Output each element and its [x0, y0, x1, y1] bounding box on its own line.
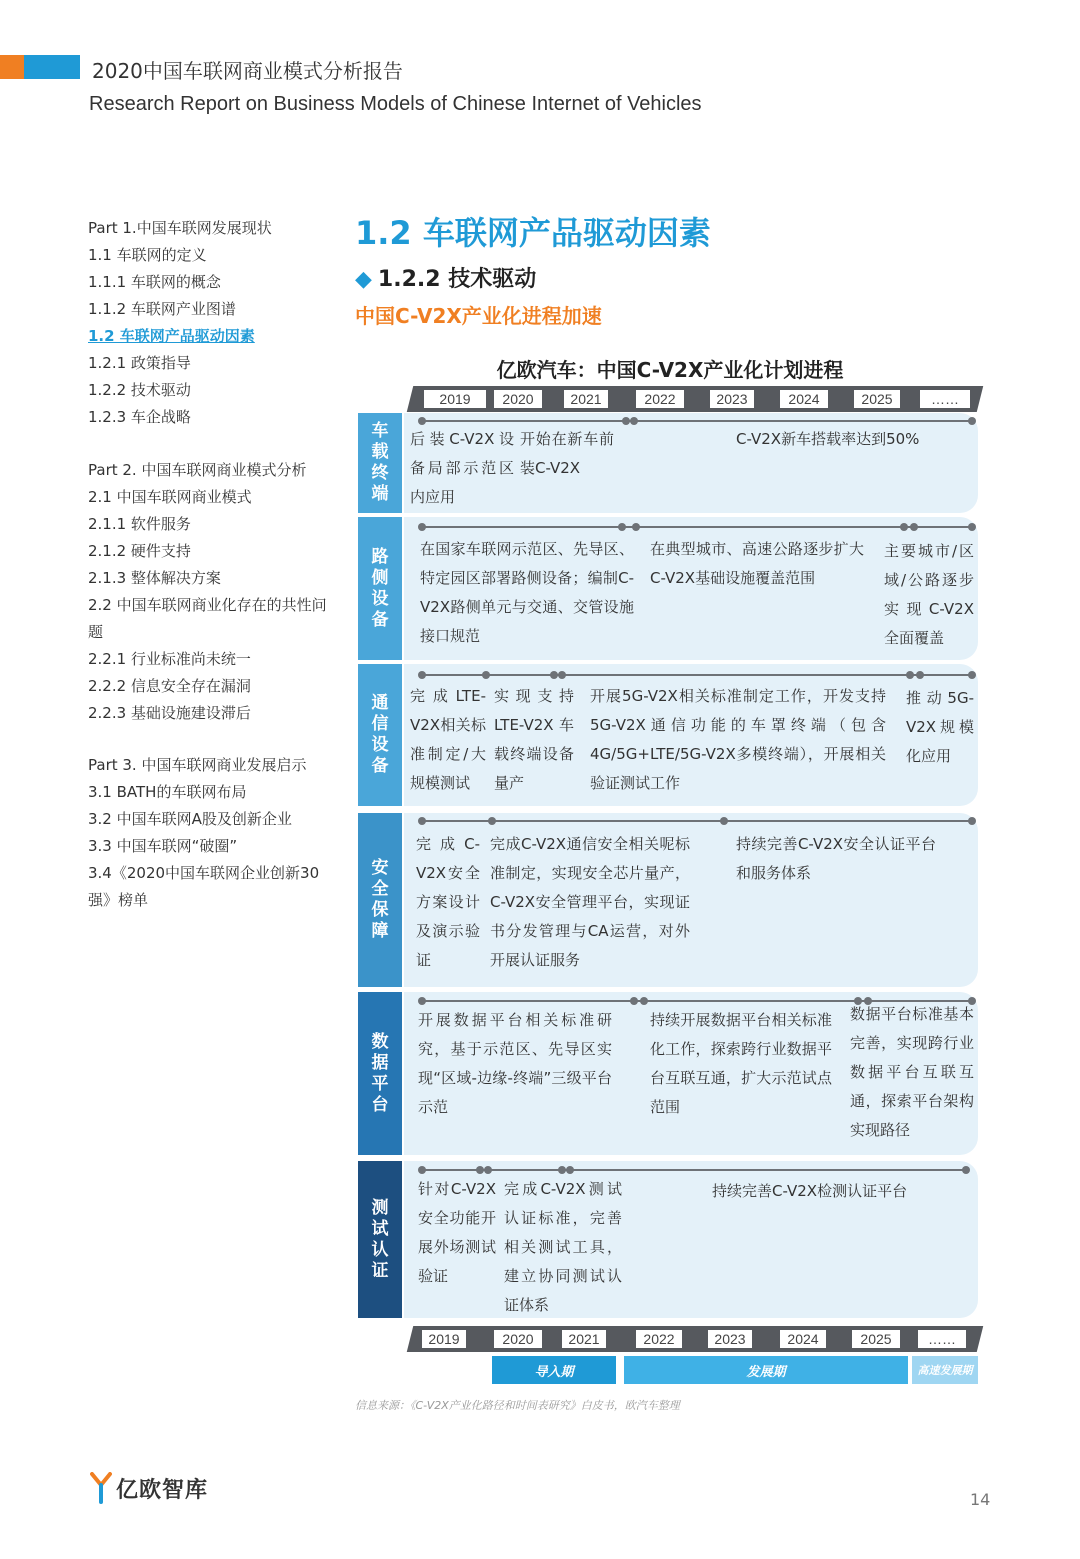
year-label: 2021	[562, 1330, 606, 1348]
year-label: ……	[920, 390, 970, 408]
cell-text: 数据平台标准基本完善，实现跨行业数据平台互联互通，探索平台架构实现路径	[850, 1005, 974, 1139]
year-label: 2024	[780, 390, 828, 408]
timeline-line	[420, 674, 972, 676]
cell-text: 完成C-V2X通信安全相关呢标准制定，实现安全芯片量产，C-V2X安全管理平台，实现证书分发管理与CA运营，对外开展认证服务	[490, 835, 690, 969]
year-label: 2023	[708, 1330, 752, 1348]
timeline-line	[420, 420, 972, 422]
timeline-dot	[632, 523, 640, 531]
timeline-dot	[916, 671, 924, 679]
timeline-dot	[900, 523, 908, 531]
timeline-dot	[484, 1166, 492, 1174]
timeline-dot	[622, 417, 630, 425]
toc-part2	[88, 457, 328, 727]
toc-item[interactable]: Part 2. 中国车联网商业模式分析	[88, 461, 307, 479]
toc-item[interactable]: Part 1.中国车联网发展现状	[88, 219, 272, 237]
row-panel-roadside	[404, 517, 978, 660]
year-label: 2021	[564, 390, 608, 408]
phase-development: 发展期	[624, 1356, 908, 1384]
timeline-dot	[566, 1166, 574, 1174]
highlight-title: 中国C-V2X产业化进程加速	[355, 304, 602, 328]
toc-item[interactable]: 1.1.1 车联网的概念	[88, 273, 221, 291]
toc-item[interactable]: 2.2.3 基础设施建设滞后	[88, 704, 251, 722]
toc-item[interactable]: Part 3. 中国车联网商业发展启示	[88, 756, 307, 774]
cell-text: 开展数据平台相关标准研究，基于示范区、先导区实现“区域-边缘-终端”三级平台示范	[418, 1011, 612, 1116]
timeline-dot	[558, 1166, 566, 1174]
year-bar-bottom	[407, 1326, 983, 1352]
year-label: 2022	[636, 1330, 682, 1348]
row-label-vehicle-terminal: 车载终端	[358, 413, 402, 513]
toc-item[interactable]: 2.1 中国车联网商业模式	[88, 488, 252, 506]
logo-text: 亿欧智库	[116, 1477, 209, 1503]
timeline-dot	[482, 671, 490, 679]
cell-text: 开展5G-V2X相关标准制定工作，开发支持5G-V2X通信功能的车罩终端（包含4G/5G+LTE/5G-V2X多模终端），开展相关验证测试工作	[590, 687, 886, 792]
cell-text: 完成C-V2X测试认证标准，完善相关测试工具，建立协同测试认证体系	[504, 1180, 622, 1314]
cell-text: 完成C-V2X安全方案设计及演示验证	[416, 835, 480, 969]
timeline-dot	[968, 523, 976, 531]
toc-item[interactable]: 3.3 中国车联网“破圈”	[88, 837, 238, 855]
timeline-dot	[968, 817, 976, 825]
timeline-dot	[418, 997, 426, 1005]
cell-text: 推动5G-V2X规模化应用	[906, 689, 974, 765]
timeline-dot	[550, 671, 558, 679]
toc-item[interactable]: 1.2.2 技术驱动	[88, 381, 191, 399]
timeline-dot	[558, 671, 566, 679]
timeline-dot	[640, 997, 648, 1005]
cell-text: 在国家车联网示范区、先导区、特定园区部署路侧设备；编制C-V2X路侧单元与交通、交管设施接口规范	[420, 540, 634, 645]
timeline-dot	[630, 997, 638, 1005]
header-blue-block	[24, 55, 80, 79]
cell-text: 在典型城市、高速公路逐步扩大C-V2X基础设施覆盖范围	[650, 540, 864, 587]
timeline-dot	[968, 417, 976, 425]
timeline-line	[420, 1169, 966, 1171]
toc-item[interactable]: 1.2.1 政策指导	[88, 354, 191, 372]
cell-text: 持续完善C-V2X安全认证平台和服务体系	[736, 835, 936, 882]
phase-rapid: 高速发展期	[912, 1356, 978, 1384]
cell-text: C-V2X新车搭载率达到50%	[736, 430, 920, 448]
row-label-data-platform: 数据平台	[358, 992, 402, 1155]
cell-text: 开始在新车前装C-V2X	[520, 430, 614, 477]
timeline-dot	[962, 1166, 970, 1174]
year-label: 2023	[710, 390, 754, 408]
subsection-title	[355, 262, 536, 293]
phase-import: 导入期	[492, 1356, 616, 1384]
row-label-roadside: 路侧设备	[358, 517, 402, 660]
timeline-dot	[720, 817, 728, 825]
cell-text: 针对C-V2X安全功能开展外场测试验证	[418, 1180, 496, 1285]
chart-title: 亿欧汽车：中国C-V2X产业化计划进程	[496, 358, 844, 382]
cell-text: 持续开展数据平台相关标准化工作，探索跨行业数据平台互联互通，扩大示范试点范围	[650, 1011, 832, 1116]
section-title: 1.2 车联网产品驱动因素	[355, 214, 711, 252]
year-label: 2019	[422, 1330, 466, 1348]
year-label: 2022	[636, 390, 684, 408]
year-label: 2019	[424, 390, 486, 408]
timeline-dot	[418, 1166, 426, 1174]
toc-item[interactable]: 1.1.2 车联网产业图谱	[88, 300, 236, 318]
toc-item[interactable]: 2.1.2 硬件支持	[88, 542, 191, 560]
report-subtitle: Research Report on Business Models of Chinese Internet of Vehicles	[89, 93, 702, 115]
row-panel-communication	[404, 664, 978, 806]
cell-text: 持续完善C-V2X检测认证平台	[712, 1182, 908, 1200]
toc-item[interactable]: 2.1.1 软件服务	[88, 515, 191, 533]
toc-part3	[88, 752, 328, 914]
toc-item[interactable]: 3.2 中国车联网A股及创新企业	[88, 810, 292, 828]
year-label: 2020	[494, 390, 542, 408]
page-number: 14	[970, 1490, 991, 1509]
timeline-dot	[618, 523, 626, 531]
subsection-title-text: 1.2.2 技术驱动	[377, 267, 537, 292]
timeline-line	[420, 820, 972, 822]
year-label: 2020	[494, 1330, 542, 1348]
toc-item[interactable]: 2.2.1 行业标准尚未统一	[88, 650, 251, 668]
toc-item-active[interactable]: 1.2 车联网产品驱动因素	[88, 327, 255, 345]
row-panel-vehicle-terminal	[404, 413, 978, 513]
timeline-dot	[488, 817, 496, 825]
year-bar-top	[407, 386, 983, 412]
diamond-icon: ◆	[355, 267, 372, 292]
toc-item[interactable]: 1.1 车联网的定义	[88, 246, 207, 264]
cell-text: 实现支持LTE-V2X车载终端设备量产	[494, 687, 574, 792]
cell-text: 主要城市/区域/公路逐步实现C-V2X全面覆盖	[884, 542, 974, 647]
cell-text: 后装C-V2X设备局部示范区内应用	[410, 430, 514, 506]
timeline-dot	[418, 817, 426, 825]
report-title: 2020中国车联网商业模式分析报告	[92, 59, 403, 83]
year-label: ……	[918, 1330, 966, 1348]
row-label-communication: 通信设备	[358, 664, 402, 806]
year-label: 2024	[780, 1330, 826, 1348]
timeline-dot	[476, 1166, 484, 1174]
timeline-dot	[968, 671, 976, 679]
toc-item[interactable]: 1.2.3 车企战略	[88, 408, 191, 426]
toc-item[interactable]: 2.2.2 信息安全存在漏洞	[88, 677, 251, 695]
toc-part1	[88, 215, 328, 431]
row-label-security: 安全保障	[358, 813, 402, 987]
row-label-testing: 测试认证	[358, 1161, 402, 1318]
year-label: 2025	[852, 1330, 900, 1348]
brand-logo	[90, 1472, 208, 1504]
toc-item[interactable]: 3.1 BATH的车联网布局	[88, 783, 247, 801]
toc-item[interactable]: 2.1.3 整体解决方案	[88, 569, 221, 587]
cell-text: 完成LTE-V2X相关标准制定/大规模测试	[410, 687, 486, 792]
row-panel-data-platform	[404, 992, 978, 1155]
logo-y-icon	[90, 1472, 112, 1504]
timeline-line	[420, 526, 972, 528]
toc-item[interactable]: 3.4《2020中国车联网企业创新30强》榜单	[88, 864, 320, 909]
timeline-dot	[418, 417, 426, 425]
year-label: 2025	[854, 390, 900, 408]
header-orange-block	[0, 55, 24, 79]
timeline-dot	[418, 523, 426, 531]
timeline-dot	[630, 417, 638, 425]
timeline-dot	[906, 671, 914, 679]
toc-item[interactable]: 2.2 中国车联网商业化存在的共性问题	[88, 596, 327, 641]
source-note: 信息来源：《C-V2X产业化路径和时间表研究》白皮书，欧汽车整理	[355, 1399, 680, 1412]
row-panel-security	[404, 813, 978, 987]
timeline-dot	[910, 523, 918, 531]
row-panel-testing	[404, 1161, 978, 1318]
timeline-dot	[418, 671, 426, 679]
